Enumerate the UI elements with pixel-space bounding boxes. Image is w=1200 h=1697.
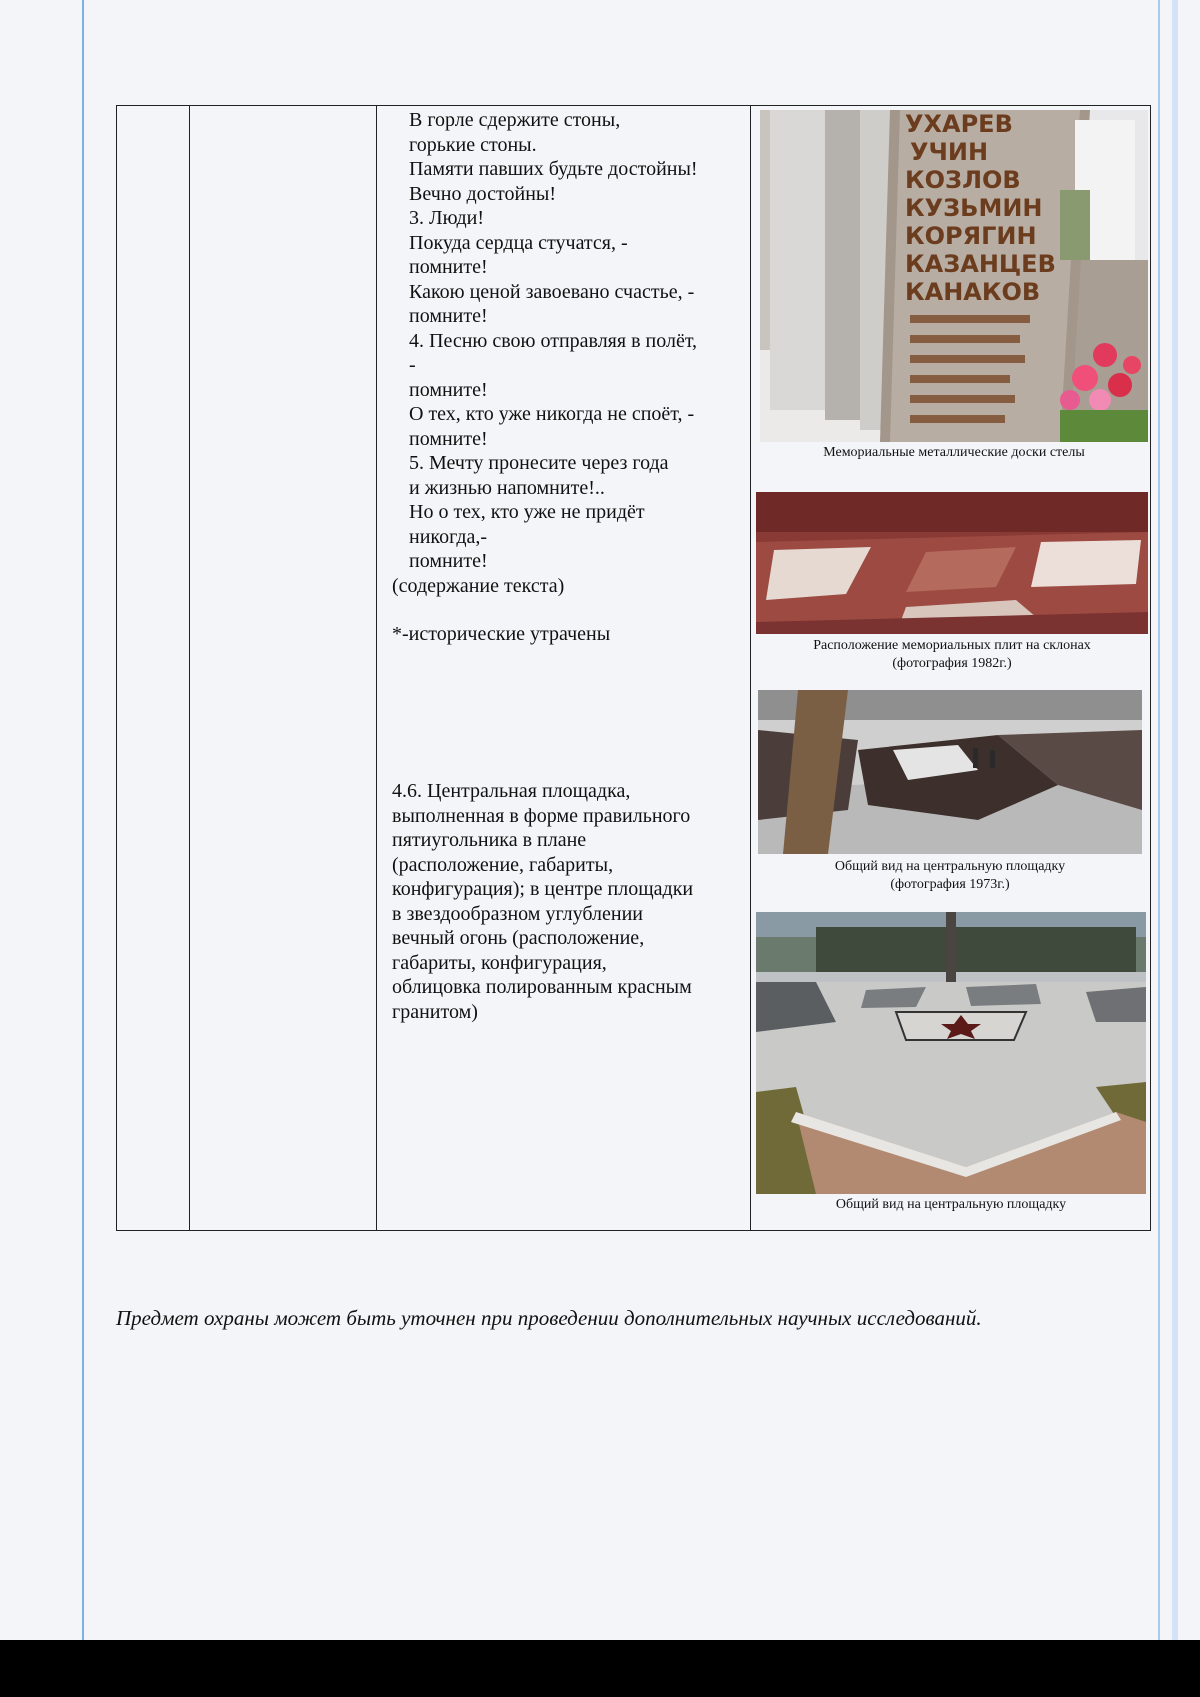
photo-stele-plaques <box>760 110 1148 442</box>
section-line: выполненная в форме правильного <box>392 804 691 827</box>
poem-line: 5. Мечту пронесите через года <box>409 452 669 474</box>
caption-photo-2-line2: (фотография 1982г.) <box>892 656 1012 671</box>
binder-margin-band-right <box>1172 0 1178 1640</box>
poem-line: никогда,- <box>409 525 488 548</box>
blank-line <box>392 598 747 622</box>
poem-text <box>392 108 747 647</box>
caption-photo-2 <box>756 637 1148 673</box>
poem-line: помните! <box>409 550 488 572</box>
poem-line: 4. Песню свою отправляя в полёт, <box>409 329 698 352</box>
scan-bottom-edge <box>0 1640 1200 1697</box>
poem-line: помните! <box>409 256 488 278</box>
footnote: Предмет охраны может быть уточнен при проведении дополнительных научных исследований. <box>116 1306 982 1330</box>
binder-margin-line-right <box>1158 0 1160 1640</box>
stele-letter-row: КАЗАНЦЕВ <box>905 250 1056 278</box>
poem-line: Вечно достойны! <box>409 182 557 205</box>
caption-photo-2-line1: Расположение мемориальных плит на склонах <box>813 638 1091 653</box>
poem-line: помните! <box>409 427 488 450</box>
poem-line: В горле сдержите стоны, <box>409 109 621 131</box>
poem-line: Но о тех, кто уже не придёт <box>409 501 645 523</box>
table-column-divider <box>189 106 190 1230</box>
poem-line: Какою ценой завоевано счастье, - <box>409 280 695 303</box>
poem-line: 3. Люди! <box>409 207 485 229</box>
poem-line: и жизнью напомните!.. <box>409 476 605 499</box>
caption-photo-3-line2: (фотография 1973г.) <box>890 877 1010 892</box>
poem-line: О тех, кто уже никогда не споёт, - <box>409 403 695 425</box>
stele-letter-row: КУЗЬМИН <box>905 194 1043 222</box>
table-column-divider <box>376 106 377 1230</box>
caption-photo-3 <box>758 858 1142 894</box>
poem-line: - <box>409 354 416 376</box>
text-content-note: (содержание текста) <box>392 574 565 597</box>
caption-photo-1: Мемориальные металлические доски стелы <box>823 445 1085 460</box>
stele-letter-row: УЧИН <box>910 138 989 166</box>
section-line: в звездообразном углублении <box>392 902 643 925</box>
section-line: (расположение, габариты, <box>392 853 614 876</box>
poem-line: помните! <box>409 378 488 401</box>
section-line: вечный огонь (расположение, <box>392 927 645 949</box>
poem-line: помните! <box>409 305 488 327</box>
photo-central-square-1973 <box>758 690 1142 854</box>
caption-photo-4: Общий вид на центральную площадку <box>835 1197 1067 1212</box>
stele-letter-row: КОЗЛОВ <box>905 166 1021 194</box>
poem-line: горькие стоны. <box>409 133 537 156</box>
lost-note: *-исторические утрачены <box>392 623 611 645</box>
section-line: пятиугольника в плане <box>392 829 587 851</box>
stele-letter-row: КАНАКОВ <box>905 278 1041 306</box>
table-column-divider <box>750 106 751 1230</box>
section-line: габариты, конфигурация, <box>392 951 607 974</box>
binder-margin-line <box>82 0 84 1640</box>
poem-line: Покуда сердца стучатся, - <box>409 231 628 254</box>
section-line: гранитом) <box>392 1000 478 1023</box>
stele-letter-row: УХАРЕВ <box>905 110 1013 138</box>
section-line: 4.6. Центральная площадка, <box>392 780 631 802</box>
stele-letter-row: КОРЯГИН <box>905 222 1037 250</box>
poem-line: Памяти павших будьте достойны! <box>409 158 698 180</box>
section-line: облицовка полированным красным <box>392 976 692 998</box>
photo-central-square <box>756 912 1146 1194</box>
caption-photo-3-line1: Общий вид на центральную площадку <box>834 859 1066 874</box>
photo-memorial-plates-1982 <box>756 492 1148 634</box>
section-4-6-text <box>392 779 742 1024</box>
section-line: конфигурация); в центре площадки <box>392 878 694 900</box>
